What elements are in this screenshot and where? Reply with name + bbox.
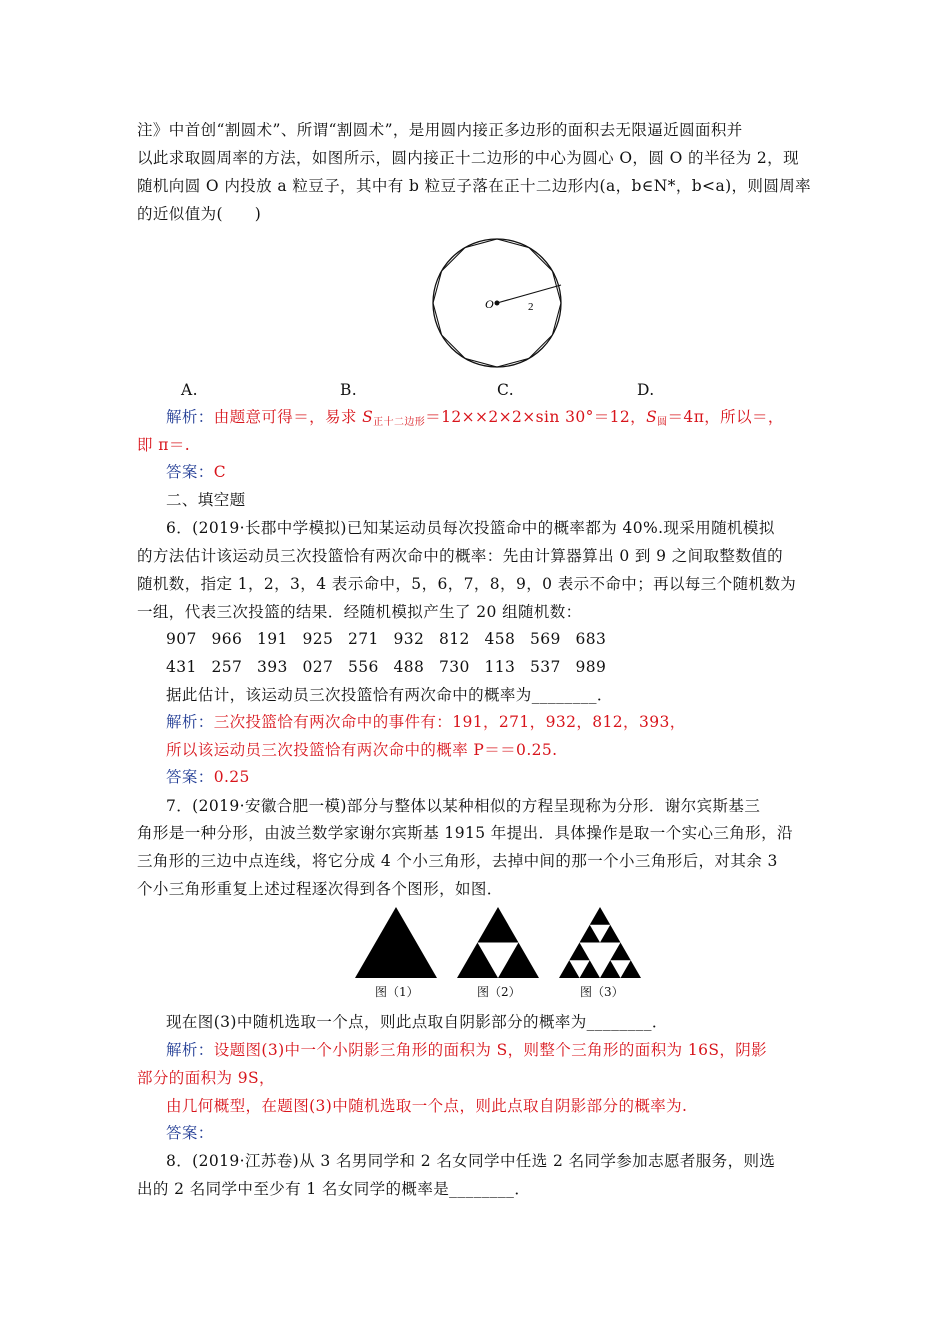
q7-analysis-line-2: 部分的面积为 9S， <box>137 1069 275 1087</box>
q7-text-line-3: 三角形的三边中点连线，将它分成 4 个小三角形，去掉中间的那一个小三角形后，对其余 3 <box>137 852 778 870</box>
q5-analysis-line-2: 即 π＝. <box>137 436 191 454</box>
list-item: 458 <box>484 630 516 648</box>
option-b[interactable]: B. <box>340 381 358 399</box>
q6-analysis-line-2: 所以该运动员三次投篮恰有两次命中的概率 P＝＝0.25. <box>166 741 558 759</box>
list-item: 683 <box>575 630 607 648</box>
list-item: 257 <box>211 658 243 676</box>
q7-text-line-2: 角形是一种分形，由波兰数学家谢尔宾斯基 1915 年提出．具体操作是取一个实心三角形，沿 <box>137 824 793 842</box>
q7-analysis-line-1: 解析：设题图(3)中一个小阴影三角形的面积为 S，则整个三角形的面积为 16S，阴影 <box>166 1041 768 1059</box>
q7-answer-label: 答案： <box>166 1124 214 1142</box>
option-c[interactable]: C. <box>497 381 515 399</box>
analysis-label: 解析： <box>166 1041 214 1059</box>
sierpinski-figure-1 <box>355 907 437 978</box>
figure-2-caption: 图（2） <box>477 985 521 999</box>
list-item: 537 <box>530 658 561 676</box>
q6-answer: 答案：0.25 <box>166 768 250 786</box>
section-title-fill-in: 二、填空题 <box>166 491 246 509</box>
list-item: 569 <box>530 630 561 648</box>
q6-analysis-line-1: 解析：三次投篮恰有两次命中的事件有：191，271，932，812，393， <box>166 713 686 731</box>
option-a[interactable]: A. <box>181 381 198 399</box>
analysis-label: 解析： <box>166 713 214 731</box>
q5-text-line-2: 以此求取圆周率的方法，如图所示，圆内接正十二边形的中心为圆心 O，圆 O 的半径为 2，现 <box>137 149 799 167</box>
q6-question: 据此估计，该运动员三次投篮恰有两次命中的概率为________． <box>166 686 613 704</box>
q6-text-line-1: 6．(2019·长郡中学模拟)已知某运动员每次投篮命中的概率都为 40%.现采用随机模拟 <box>166 519 775 537</box>
q6-text-line-4: 一组，代表三次投篮的结果．经随机模拟产生了 20 组随机数： <box>137 603 582 621</box>
figure-3-caption: 图（3） <box>580 985 624 999</box>
list-item: 488 <box>393 658 425 676</box>
answer-label: 答案： <box>166 463 214 481</box>
list-item: 271 <box>348 630 379 648</box>
q8-text-line-1: 8．(2019·江苏卷)从 3 名男同学和 2 名女同学中任选 2 名同学参加志愿者服务，则选 <box>166 1152 776 1170</box>
list-item: 556 <box>348 658 379 676</box>
q6-text-line-3: 随机数，指定 1，2，3，4 表示命中，5，6，7，8，9，0 表示不命中；再以每三个随机数为 <box>137 575 797 593</box>
random-number-row-2 <box>166 657 621 677</box>
q5-text-line-1: 注》中首创“割圆术”、所谓“割圆术”，是用圆内接正多边形的面积去无限逼近圆面积并 <box>137 121 743 139</box>
q5-options <box>137 380 837 400</box>
q8-text-line-2: 出的 2 名同学中至少有 1 名女同学的概率是________． <box>137 1180 531 1198</box>
list-item: 393 <box>257 658 288 676</box>
list-item: 932 <box>393 630 425 648</box>
dodecagon-in-circle-figure <box>430 236 565 371</box>
list-item: 925 <box>302 630 334 648</box>
figure-1-caption: 图（1） <box>375 985 419 999</box>
list-item: 730 <box>439 658 470 676</box>
q5-answer: 答案：C <box>166 463 226 481</box>
q5-analysis-line-1: 解析：由题意可得＝，易求 $S_{正十二边形}=12\times\times 2\times 2\times\sin$ 30°＝12，$S_圆=4\pi$，所以＝， <box>166 408 784 428</box>
list-item: 431 <box>166 658 197 676</box>
list-item: 989 <box>575 658 607 676</box>
sierpinski-figure-2 <box>457 907 539 978</box>
random-number-row-1 <box>166 629 621 649</box>
list-item: 191 <box>257 630 288 648</box>
answer-label: 答案： <box>166 768 214 786</box>
q7-analysis-line-3: 由几何概型，在题图(3)中随机选取一个点，则此点取自阴影部分的概率为. <box>166 1097 688 1115</box>
list-item: 966 <box>211 630 243 648</box>
center-point <box>495 301 500 306</box>
list-item: 113 <box>484 658 516 676</box>
q7-text-line-4: 个小三角形重复上述过程逐次得到各个图形，如图． <box>137 880 503 898</box>
q6-text-line-2: 的方法估计该运动员三次投篮恰有两次命中的概率：先由计算器算出 0 到 9 之间取整数值的 <box>137 547 784 565</box>
list-item: 812 <box>439 630 470 648</box>
radius-label: 2 <box>528 301 534 313</box>
q7-question: 现在图(3)中随机选取一个点，则此点取自阴影部分的概率为________． <box>166 1013 668 1031</box>
analysis-label: 解析： <box>166 408 214 426</box>
list-item: 907 <box>166 630 197 648</box>
option-d[interactable]: D. <box>637 381 655 399</box>
sierpinski-figure-3 <box>559 907 641 978</box>
q5-text-line-3: 随机向圆 O 内投放 a 粒豆子，其中有 b 粒豆子落在正十二边形内(a，b∈N*，b<a)，则圆周率 <box>137 177 812 195</box>
list-item: 027 <box>302 658 334 676</box>
center-label-o: O <box>485 297 494 311</box>
q7-text-line-1: 7．(2019·安徽合肥一模)部分与整体以某种相似的方程呈现称为分形．谢尔宾斯基三 <box>166 797 761 815</box>
q5-text-line-4: 的近似值为( ) <box>137 205 262 223</box>
